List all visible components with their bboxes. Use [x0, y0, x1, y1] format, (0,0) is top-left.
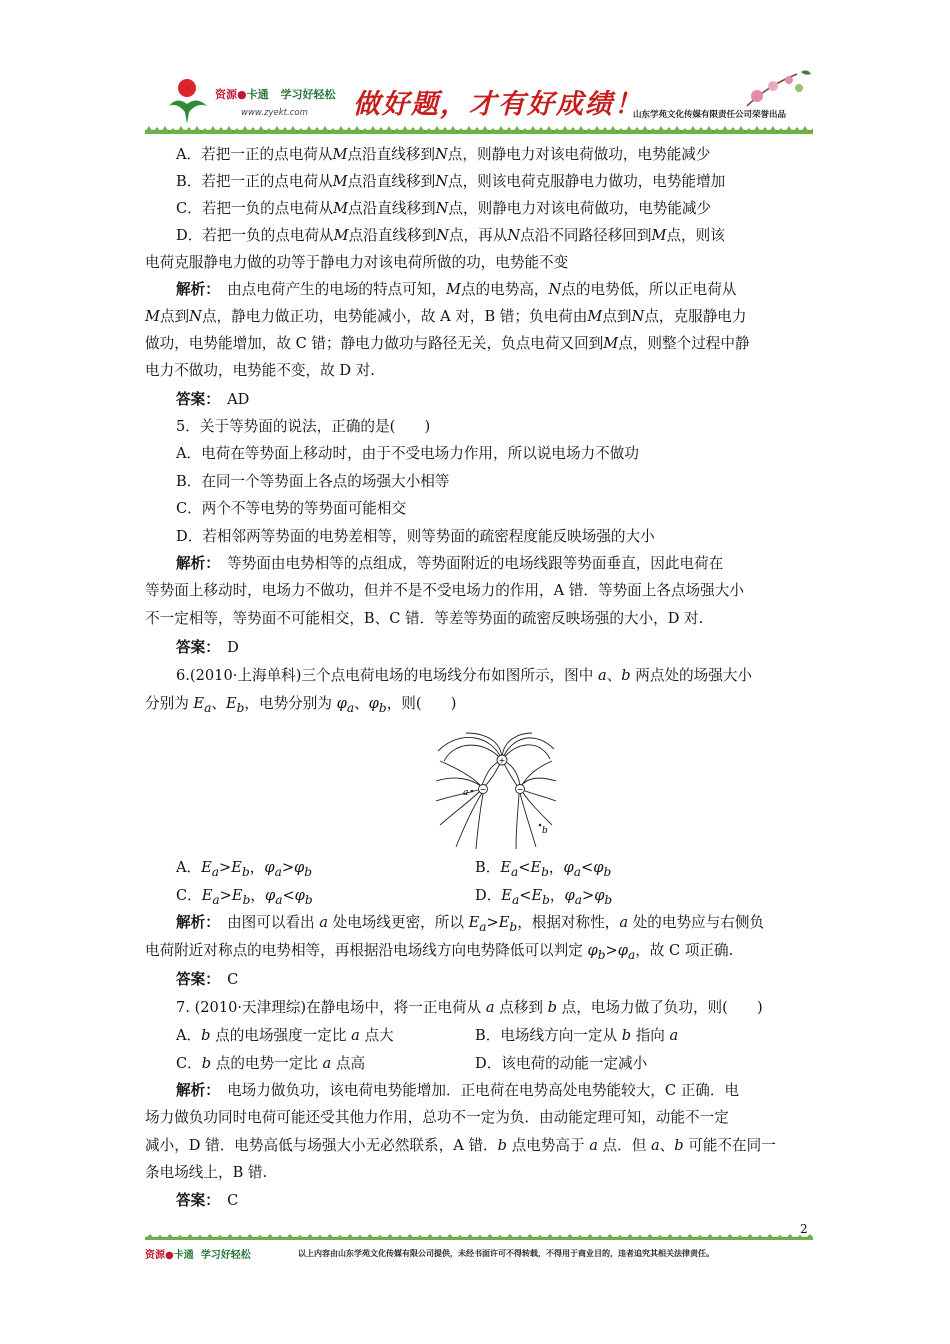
option-5b: B．在同一个等势面上各点的场强大小相等	[176, 473, 450, 490]
option-5a: A．电荷在等势面上移动时，由于不受电场力作用，所以说电场力不做功	[176, 445, 639, 462]
question-6: 6.(2010·上海单科)三个点电荷电场的电场线分布如图所示，图中 a、b 两点处的场强大小	[176, 667, 753, 684]
answer-7: 答案： C	[176, 1192, 239, 1209]
option-6a: A．$E_a>E_b$，$\varphi_a>\varphi_b$	[176, 859, 313, 879]
copyright-note: 以上内容由山东学苑文化传媒有限公司提供，未经书面许可不得转载，不得用于商业目的，违者追究其相关法律责任。	[298, 1249, 714, 1258]
point-a-label: a	[463, 788, 469, 798]
analysis-7-line2: 场力做负功同时电荷可能还受其他力作用，总功不一定为负．由动能定理可知，动能不一定	[145, 1109, 729, 1126]
answer-6: 答案： C	[176, 971, 239, 988]
option-6d: D．$E_a<E_b$，$\varphi_a>\varphi_b$	[475, 887, 613, 907]
negative-charge-left-label: −	[479, 785, 487, 794]
analysis-6: 解析： 由图可以看出 a 处电场线更密，所以 $E_a>E_b$，根据对称性，a 处的电势应与右侧负	[176, 914, 765, 934]
option-4c: C．若把一负的点电荷从M点沿直线移到N点，则静电力对该电荷做功，电势能减少	[176, 200, 712, 217]
option-5d: D．若相邻两等势面的电势差相等，则等势面的疏密程度能反映场强的大小	[176, 528, 655, 545]
option-5c: C．两个不等电势的等势面可能相交	[176, 500, 407, 517]
analysis-5: 解析： 等势面由电势相等的点组成，等势面附近的电场线跟等势面垂直，因此电荷在	[176, 555, 724, 572]
analysis-5-line3: 不一定相等，等势面不可能相交，B、C 错．等差等势面的疏密反映场强的大小，D 对.	[145, 610, 704, 627]
option-4a: A．若把一正的点电荷从M点沿直线移到N点，则静电力对该电荷做功，电势能减少	[176, 146, 711, 163]
analysis-7-line3: 减小，D 错．电势高低与场强大小无必然联系，A 错．b 点电势高于 a 点．但 a、b 可能不在同一	[145, 1137, 776, 1154]
logo-icon	[163, 76, 213, 126]
footer-brand: 资源●卡通 学习好轻松	[145, 1250, 251, 1261]
site-url: www.zyekt.com	[241, 108, 308, 118]
footer-divider	[145, 1234, 813, 1240]
answer-5: 答案： D	[176, 639, 239, 656]
brand-name: 资源●卡通 学习好轻松	[215, 88, 336, 101]
point-b-label: b	[542, 826, 548, 836]
answer-4: 答案： AD	[176, 391, 250, 408]
analysis-6-line2: 电荷附近对称点的电势相等，再根据沿电场线方向电势降低可以判定 $\varphi_b>\varphi_a$，故 C 项正确.	[145, 942, 734, 962]
analysis-5-line2: 等势面上移动时，电场力不做功，但并不是不受电场力的作用，A 错．等势面上各点场强大小	[145, 582, 744, 599]
page-footer	[145, 1246, 813, 1261]
field-lines-figure	[436, 731, 556, 850]
publisher: 山东学苑文化传媒有限责任公司荣誉出品	[633, 110, 787, 120]
analysis-7-line4: 条电场线上，B 错.	[145, 1164, 268, 1181]
analysis-4: 解析： 由点电荷产生的电场的特点可知，M点的电势高，N点的电势低，所以正电荷从	[176, 281, 737, 298]
option-6b: B．$E_a<E_b$，$\varphi_a<\varphi_b$	[475, 859, 612, 879]
negative-charge-right-label: −	[516, 785, 524, 794]
analysis-4-line3: 做功，电势能增加，故 C 错；静电力做功与路径无关，负点电荷又回到M点，则整个过程中静	[145, 335, 750, 352]
analysis-7: 解析： 电场力做负功，该电荷电势能增加．正电荷在电势高处电势能较大，C 正确．电	[176, 1082, 740, 1099]
option-4b: B．若把一正的点电荷从M点沿直线移到N点，则该电荷克服静电力做功，电势能增加	[176, 173, 726, 190]
option-4d: D．若把一负的点电荷从M点沿直线移到N点，再从N点沿不同路径移回到M点，则该	[176, 227, 725, 244]
option-7b: B．电场线方向一定从 b 指向 a	[475, 1027, 679, 1044]
slogan: 做好题，才有好成绩！	[353, 89, 643, 120]
question-6-line2: 分别为 $E_a$、$E_b$，电势分别为 $\varphi_a$、$\varphi_b$，则( )	[145, 695, 457, 715]
option-4d-cont: 电荷克服静电力做的功等于静电力对该电荷所做的功，电势能不变	[145, 254, 569, 271]
option-7a: A．b 点的电场强度一定比 a 点大	[176, 1027, 394, 1044]
positive-charge-label: +	[498, 756, 506, 765]
question-5: 5．关于等势面的说法，正确的是( )	[176, 418, 431, 435]
option-7c: C．b 点的电势一定比 a 点高	[176, 1055, 366, 1072]
page-number: 2	[800, 1222, 808, 1236]
option-6c: C．$E_a>E_b$，$\varphi_a<\varphi_b$	[176, 887, 313, 907]
option-7d: D．该电荷的动能一定减小	[475, 1055, 648, 1072]
page-header	[145, 66, 813, 132]
analysis-4-line4: 电力不做功，电势能不变，故 D 对.	[145, 362, 375, 379]
analysis-4-line2: M点到N点，静电力做正功，电势能减小，故 A 对，B 错；负电荷由M点到N点，克服静电力	[145, 308, 747, 325]
question-7: 7. (2010·天津理综)在静电场中，将一正电荷从 a 点移到 b 点，电场力做了负功，则( )	[176, 999, 763, 1016]
grass-divider	[145, 126, 813, 134]
flower-icon	[737, 66, 813, 114]
